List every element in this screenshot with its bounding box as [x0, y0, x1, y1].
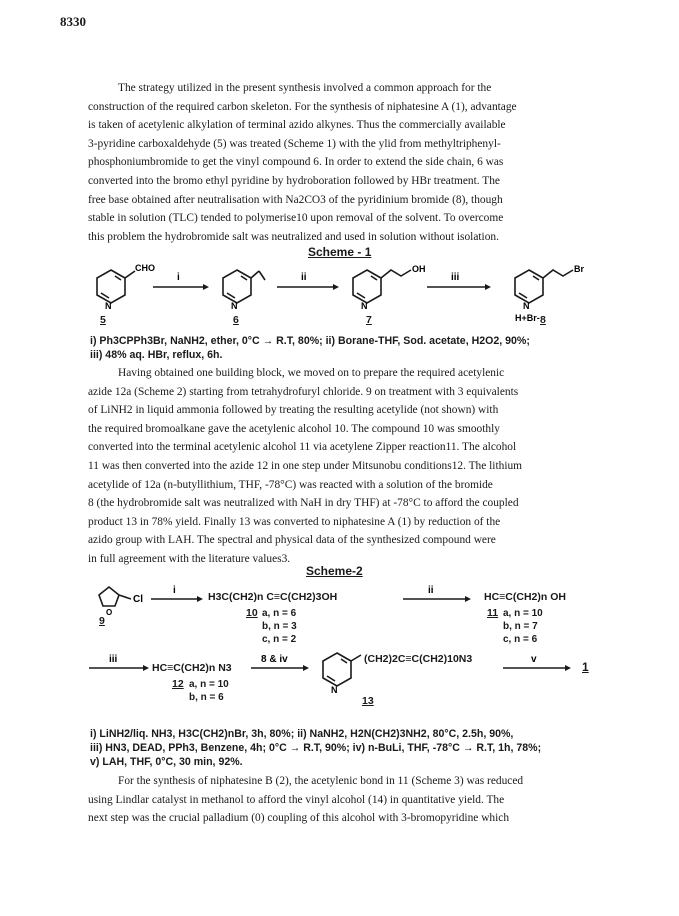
- svg-text:v: v: [531, 654, 537, 665]
- pyridinium-ring-8: [515, 270, 573, 303]
- tetrahydrofuryl-chloride: [99, 587, 131, 606]
- compound-label-8: 8: [540, 314, 546, 326]
- ring-nitrogen-label: N: [105, 301, 112, 311]
- svg-text:i: i: [173, 585, 176, 596]
- text-line: free base obtained after neutralisation with Na2CO3 of the pyridinium bromide (8), though: [88, 193, 503, 206]
- scheme-1-conditions: i) Ph3CPPh3Br, NaNH2, ether, 0°C → R.T, 80%; ii) Borane-THF, Sod. acetate, H2O2, 90%; iii) 48% aq. HBr, reflux, 6h.: [90, 335, 530, 361]
- text-line: 3-pyridine carboxaldehyde (5) was treated (Scheme 1) with the ylid from methyltriphenyl-: [88, 137, 501, 150]
- text-line: construction of the required carbon skeleton. For the synthesis of niphatesine A (1), advantage: [88, 100, 517, 113]
- text-line: of LiNH2 in liquid ammonia followed by treating the resulting acetylide (not shown) with: [88, 404, 499, 417]
- pyridine-ring-13: [323, 653, 361, 686]
- scheme-2-conditions: i) LiNH2/liq. NH3, H3C(CH2)nBr, 3h, 80%; ii) NaNH2, H2N(CH2)3NH2, 80°C, 2.5h, 90%, iii) HN3, DEAD, PPh3, Benzene, 4h; 0°C → R.T, 90%; iv) n-BuLi, THF, -78°C → R.T, 1h, 78%; v) LAH, THF, 0°C, 30 min, 92%.: [90, 728, 542, 768]
- text-line: product 13 in 78% yield. Finally 13 was converted to niphatesine A (1) by reduction of the: [88, 515, 501, 528]
- formula-13: (CH2)2C≡C(CH2)10N3: [364, 653, 473, 665]
- text-line: the required bromoalkane gave the acetylenic alcohol 10. The compound 10 was smoothly: [88, 422, 500, 435]
- compound-label-9: 9: [99, 615, 105, 627]
- text-line: is taken of acetylenic alkylation of terminal azido alkynes. Thus the commercially available: [88, 119, 506, 132]
- svg-text:N: N: [331, 685, 338, 695]
- variants-10: a, n = 6 b, n = 3 c, n = 2: [262, 608, 297, 645]
- hbr-salt-label: H+Br-: [515, 313, 540, 323]
- formula-10: H3C(CH2)n C≡C(CH2)3OH: [208, 591, 338, 603]
- compound-label-10: 10: [246, 607, 258, 619]
- text-line: next step was the crucial palladium (0) coupling of this alcohol with 3-bromopyridine which: [88, 812, 510, 825]
- svg-text:iii: iii: [451, 272, 460, 283]
- text-line: For the synthesis of niphatesine B (2), the acetylenic bond in 11 (Scheme 3) was reduced: [118, 775, 524, 787]
- text-line: 8 (the hydrobromide salt was neutralized with NaH in dry THF) at -78°C to afford the coupled: [88, 497, 519, 510]
- formula-11: HC≡C(CH2)n OH: [484, 591, 566, 603]
- text-line: phosphoniumbromide to get the vinyl compound 6. In order to extend the side chain, 6 was: [88, 156, 504, 169]
- text-line: 11 was then converted into the azide 12 in one step under Mitsunobu conditions12. The lithium: [88, 459, 523, 472]
- formula-12: HC≡C(CH2)n N3: [152, 662, 232, 674]
- paragraph-2: [88, 364, 606, 569]
- svg-text:N: N: [231, 301, 238, 311]
- text-line: acetylide of 12a (n-butyllithium, THF, -78°C) was reacted with a solution of the bromide: [88, 478, 493, 491]
- svg-text:8 & iv: 8 & iv: [261, 654, 288, 665]
- svg-text:O: O: [106, 608, 113, 617]
- text-line: stable in solution (TLC) tended to polymerise10 upon removal of the solvent. To overcome: [88, 212, 504, 225]
- text-line: converted into the terminal acetylenic alcohol 11 via acetylene Zipper reaction11. The alcohol: [88, 441, 517, 454]
- svg-text:N: N: [523, 301, 530, 311]
- compound-label-7: 7: [366, 314, 372, 326]
- svg-text:N: N: [361, 301, 368, 311]
- cho-label: CHO: [135, 263, 155, 273]
- paragraph-3: [88, 772, 606, 828]
- scheme-2-title: Scheme-2: [306, 564, 363, 578]
- pyridine-ring-7: [353, 270, 411, 303]
- compound-label-13: 13: [362, 695, 374, 707]
- svg-text:Br: Br: [574, 264, 585, 274]
- text-line: azide 12a (Scheme 2) starting from tetrahydrofuryl chloride. 9 on treatment with 3 equivalents: [88, 385, 519, 398]
- text-line: using Lindlar catalyst in methanol to afford the vinyl alcohol (14) in quantitative yield. The: [88, 793, 505, 806]
- pyridine-ring-5: [97, 270, 135, 303]
- compound-label-11: 11: [487, 607, 499, 619]
- text-line: this problem the hydrobromide salt was neutralized and used in solution without isolation.: [88, 230, 499, 243]
- pyridine-ring-6: [223, 270, 265, 303]
- compound-label-12: 12: [172, 678, 184, 690]
- variants-12: a, n = 10 b, n = 6: [189, 679, 229, 703]
- compound-label-1: 1: [582, 660, 589, 674]
- text-line: azido group with LAH. The spectral and physical data of the synthesized compound were: [88, 534, 496, 547]
- svg-text:ii: ii: [301, 272, 307, 283]
- compound-label-5: 5: [100, 314, 106, 326]
- text-line: in full agreement with the literature values3.: [88, 552, 291, 565]
- variants-11: a, n = 10 b, n = 7 c, n = 6: [503, 608, 543, 645]
- text-line: The strategy utilized in the present synthesis involved a common approach for the: [118, 82, 492, 94]
- svg-text:Cl: Cl: [133, 594, 143, 605]
- text-line: Having obtained one building block, we moved on to prepare the required acetylenic: [118, 367, 505, 379]
- svg-text:iii: iii: [109, 654, 118, 665]
- paragraph-1: [88, 79, 606, 246]
- scheme-1-title: Scheme - 1: [308, 245, 372, 259]
- compound-label-6: 6: [233, 314, 239, 326]
- scheme-1-diagram: [85, 258, 605, 330]
- page-number: 8330: [60, 14, 86, 29]
- svg-text:OH: OH: [412, 264, 426, 274]
- svg-text:ii: ii: [428, 585, 434, 596]
- text-line: converted into the bromo ethyl pyridine by hydroboration followed by HBr treatment. The: [88, 174, 500, 187]
- arrow-label: i: [177, 272, 180, 283]
